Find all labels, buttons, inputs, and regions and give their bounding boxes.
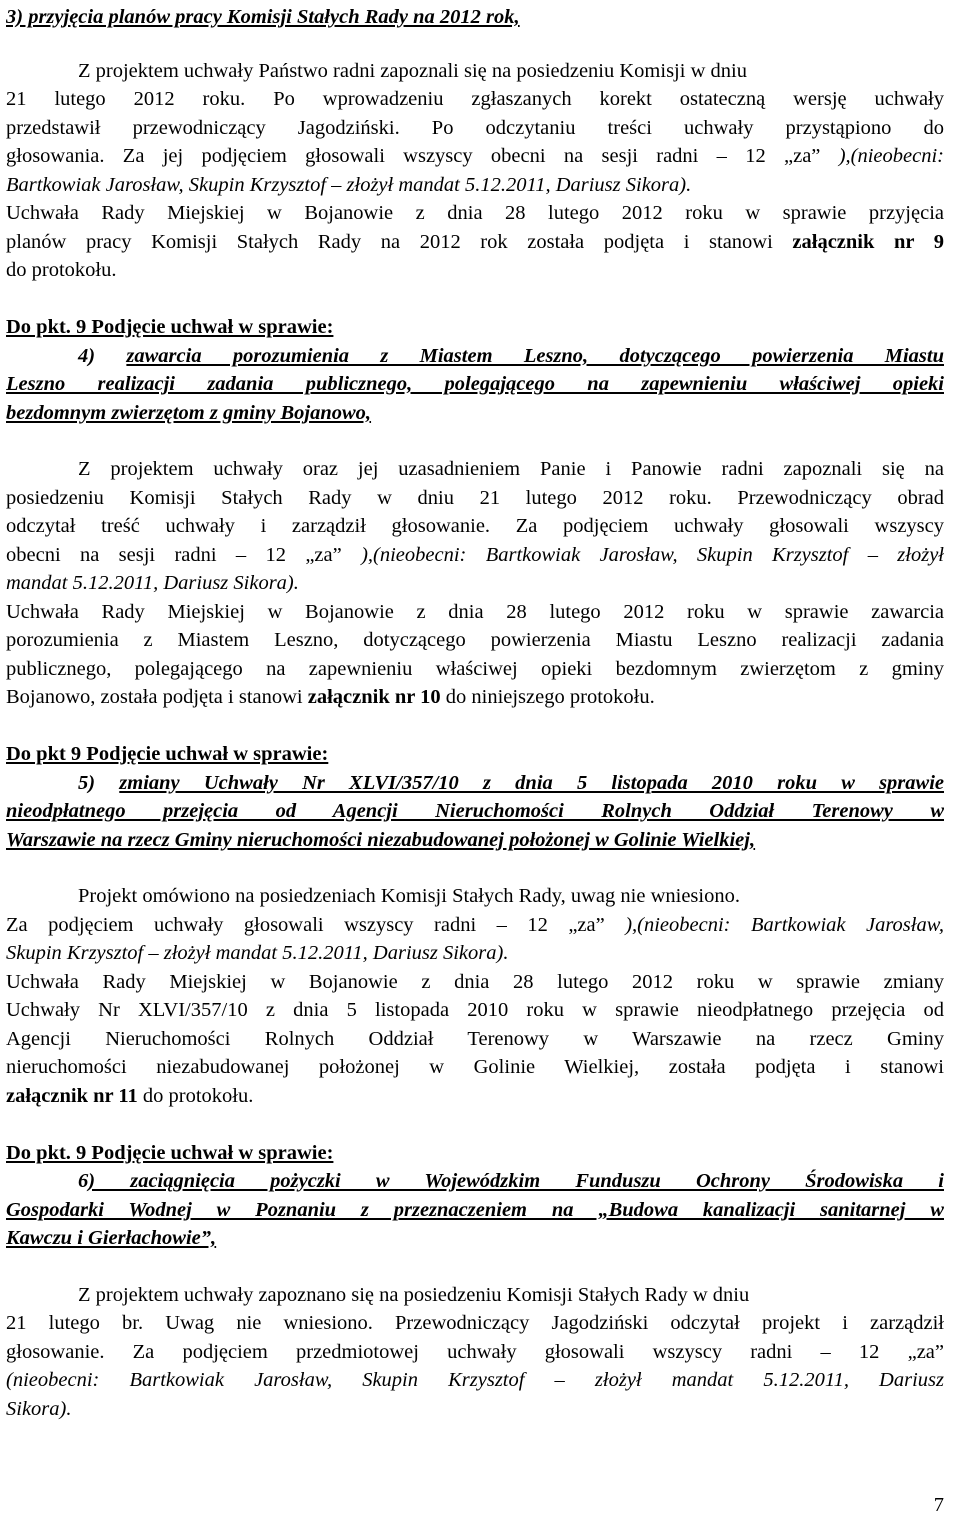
section-3-heading: 3) przyjęcia planów pracy Komisji Stałych Rady na 2012 rok, <box>6 6 520 28</box>
paragraph-line: publicznego, polegającego na zapewnieniu właściwej opieki bezdomnym zwierzętom z gminy <box>6 658 944 680</box>
resolution-title-line: nieodpłatnego przejęcia od Agencji Nieruchomości Rolnych Oddział Terenowy w <box>6 800 944 822</box>
paragraph-line: głosowania. Za jej podjęciem głosowali wszyscy obecni na sesji radni – 12 „za” ),(nieobecni: <box>6 145 944 167</box>
paragraph-line: Bartkowiak Jarosław, Skupin Krzysztof – złożył mandat 5.12.2011, Dariusz Sikora). <box>6 174 692 196</box>
paragraph-line: posiedzeniu Komisji Stałych Rady w dniu 21 lutego 2012 roku. Przewodniczący obrad <box>6 487 944 509</box>
paragraph-line: obecni na sesji radni – 12 „za” ),(nieobecni: Bartkowiak Jarosław, Skupin Krzysztof – złożył <box>6 544 944 566</box>
paragraph-line: do protokołu. <box>6 259 117 281</box>
paragraph-line: Projekt omówiono na posiedzeniach Komisji Stałych Rady, uwag nie wniesiono. <box>78 885 740 907</box>
paragraph-line: Sikora). <box>6 1398 72 1420</box>
page-number: 7 <box>933 1494 944 1516</box>
paragraph-line: porozumienia z Miastem Leszno, dotyczącego powierzenia Miastu Leszno realizacji zadania <box>6 629 944 651</box>
paragraph-line: nieruchomości niezabudowanej położonej w Golinie Wielkiej, została podjęta i stanowi <box>6 1056 944 1078</box>
paragraph-line: Bojanowo, została podjęta i stanowi załącznik nr 10 do niniejszego protokołu. <box>6 686 655 708</box>
resolution-title-line: Warszawie na rzecz Gminy nieruchomości niezabudowanej położonej w Golinie Wielkiej, <box>6 829 756 851</box>
paragraph-line: odczytał treść uchwały i zarządził głosowanie. Za podjęciem uchwały głosowali wszyscy <box>6 515 944 537</box>
paragraph-line: głosowanie. Za podjęciem przedmiotowej uchwały głosowali wszyscy radni – 12 „za” <box>6 1341 944 1363</box>
paragraph-line: załącznik nr 11 do protokołu. <box>6 1085 254 1107</box>
resolution-title-line: bezdomnym zwierzętom z gminy Bojanowo, <box>6 402 372 424</box>
paragraph-line: przedstawił przewodniczący Jagodziński. Po odczytaniu treści uchwały przystąpiono do <box>6 117 944 139</box>
paragraph-line: 21 lutego 2012 roku. Po wprowadzeniu zgłaszanych korekt ostateczną wersję uchwały <box>6 88 944 110</box>
agenda-point-heading: Do pkt. 9 Podjęcie uchwał w sprawie: <box>6 316 334 338</box>
paragraph-line: planów pracy Komisji Stałych Rady na 2012 rok została podjęta i stanowi załącznik nr 9 <box>6 231 944 253</box>
paragraph-line: Z projektem uchwały zapoznano się na posiedzeniu Komisji Stałych Rady w dniu <box>78 1284 750 1306</box>
agenda-point-heading: Do pkt 9 Podjęcie uchwał w sprawie: <box>6 743 329 765</box>
paragraph-line: 21 lutego br. Uwag nie wniesiono. Przewodniczący Jagodziński odczytał projekt i zarządził <box>6 1312 944 1334</box>
paragraph-line: Agencji Nieruchomości Rolnych Oddział Terenowy w Warszawie na rzecz Gminy <box>6 1028 944 1050</box>
paragraph-line: Za podjęciem uchwały głosowali wszyscy radni – 12 „za” ),(nieobecni: Bartkowiak Jarosław, <box>6 914 944 936</box>
resolution-title-line: Leszno realizacji zadania publicznego, polegającego na zapewnieniu właściwej opieki <box>6 373 944 395</box>
agenda-point-heading: Do pkt. 9 Podjęcie uchwał w sprawie: <box>6 1142 334 1164</box>
paragraph-line: Uchwały Nr XLVI/357/10 z dnia 5 listopada 2010 roku w sprawie nieodpłatnego przejęcia od <box>6 999 944 1021</box>
resolution-title-line: Kawczu i Gierłachowie”, <box>6 1227 217 1249</box>
paragraph-line: Uchwała Rady Miejskiej w Bojanowie z dnia 28 lutego 2012 roku w sprawie przyjęcia <box>6 202 944 224</box>
resolution-title-line: Gospodarki Wodnej w Poznaniu z przeznaczeniem na „Budowa kanalizacji sanitarnej w <box>6 1199 944 1221</box>
resolution-title-line: 4) zawarcia porozumienia z Miastem Leszno, dotyczącego powierzenia Miastu <box>78 345 944 367</box>
paragraph-line: Uchwała Rady Miejskiej w Bojanowie z dnia 28 lutego 2012 roku w sprawie zawarcia <box>6 601 944 623</box>
resolution-title-line: 5) zmiany Uchwały Nr XLVI/357/10 z dnia 5 listopada 2010 roku w sprawie <box>78 772 944 794</box>
resolution-title-line: 6) zaciągnięcia pożyczki w Wojewódzkim Funduszu Ochrony Środowiska i <box>78 1170 944 1192</box>
paragraph-line: Uchwała Rady Miejskiej w Bojanowie z dnia 28 lutego 2012 roku w sprawie zmiany <box>6 971 944 993</box>
paragraph-line: mandat 5.12.2011, Dariusz Sikora). <box>6 572 299 594</box>
paragraph-line: (nieobecni: Bartkowiak Jarosław, Skupin Krzysztof – złożył mandat 5.12.2011, Dariusz <box>6 1369 944 1391</box>
paragraph-line: Skupin Krzysztof – złożył mandat 5.12.2011, Dariusz Sikora). <box>6 942 509 964</box>
paragraph-line: Z projektem uchwały oraz jej uzasadnieniem Panie i Panowie radni zapoznali się na <box>78 458 944 480</box>
paragraph-line: Z projektem uchwały Państwo radni zapoznali się na posiedzeniu Komisji w dniu <box>78 60 747 82</box>
